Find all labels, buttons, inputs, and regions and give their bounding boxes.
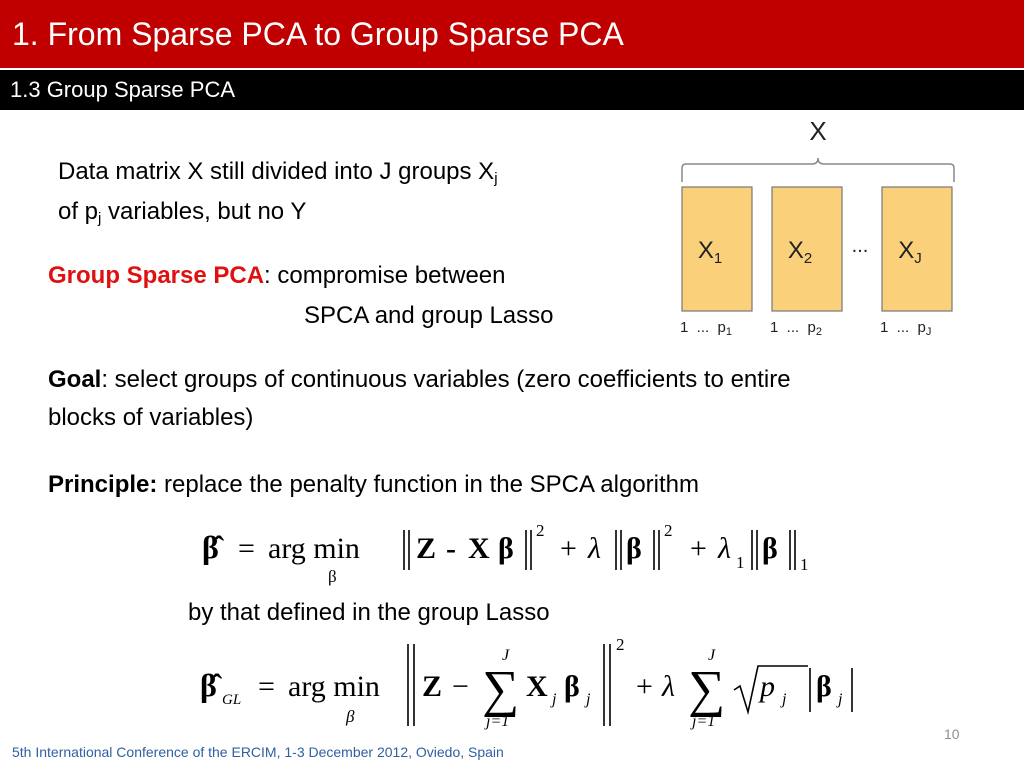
beta-hat-gl: β̂	[200, 667, 217, 703]
subtitle-bar	[0, 70, 1024, 110]
sum-upper: J	[502, 647, 510, 664]
data-matrix-line-1	[58, 154, 498, 190]
by-that-line: by that defined in the group Lasso	[188, 599, 550, 626]
blocks-ellipsis: ...	[851, 235, 869, 257]
lambda-symbol: λ	[588, 532, 601, 565]
z-matrix-gl: Z	[422, 670, 443, 703]
sum-lower-2: j=1	[692, 713, 716, 730]
equals-sign-gl: =	[258, 670, 275, 703]
principle-line	[48, 467, 699, 503]
sum-lower: j=1	[486, 713, 510, 730]
argmin-gl: arg min	[288, 670, 380, 703]
matrix-label: X	[809, 116, 827, 146]
p-symbol: p	[760, 670, 775, 703]
goal-term: Goal	[48, 366, 102, 393]
beta-subscript-j: j	[586, 691, 591, 708]
beta-gl: β	[564, 670, 580, 703]
plus-sign-gl: +	[636, 670, 653, 703]
argmin: arg min	[268, 532, 360, 565]
square-exponent: 2	[536, 521, 545, 540]
data-matrix-line-2	[58, 194, 306, 230]
sum-sign-1: ∑	[482, 661, 520, 718]
p-subscript-j: j	[782, 691, 787, 708]
data-matrix-text: Data matrix X still divided into J groups X	[58, 158, 495, 185]
group-lasso-formula	[196, 632, 876, 736]
lambda-gl: λ	[662, 670, 675, 703]
block-x2	[772, 187, 842, 311]
plus-sign-1: +	[560, 532, 577, 565]
variables-text-a: of p	[58, 198, 99, 225]
footer-text: 5th International Conference of the ERCIM, 1-3 December 2012, Oviedo, Spain	[12, 744, 504, 760]
beta-symbol: β	[498, 532, 514, 565]
gspca-line-2: SPCA and group Lasso	[304, 302, 554, 329]
block-2-label: $X_2$	[787, 237, 813, 267]
x-matrix-gl: X	[526, 670, 548, 703]
square-exponent-2: 2	[664, 521, 673, 540]
argmin-subscript: β	[328, 567, 337, 586]
block-1-label: $X_1$	[697, 237, 723, 267]
goal-desc-1: : select groups of continuous variables (zero coefficients to entire	[101, 366, 791, 393]
gspca-line-1	[48, 258, 506, 294]
block-1-index: 1 ... $p_1$	[680, 319, 732, 338]
block-xj	[882, 187, 952, 311]
equals-sign: =	[238, 532, 255, 565]
block-j-label: $X_J$	[898, 237, 922, 267]
goal-line-2: blocks of variables)	[48, 404, 254, 431]
slide-subtitle: 1.3 Group Sparse PCA	[10, 77, 236, 102]
beta-gl-2: β	[816, 670, 832, 703]
argmin-gl-subscript: β	[346, 707, 355, 726]
page-number: 10	[944, 726, 960, 742]
group-subscript: j	[494, 170, 498, 187]
beta-hat: β̂	[202, 529, 219, 565]
beta-symbol-2: β	[626, 532, 642, 565]
slide-title: 1. From Sparse PCA to Group Sparse PCA	[12, 16, 624, 52]
z-matrix: Z	[416, 532, 437, 565]
principle-term: Principle:	[48, 471, 158, 498]
block-x1	[682, 187, 752, 311]
goal-line-1	[48, 362, 791, 398]
block-j-index: 1 ... $p_J$	[880, 319, 932, 338]
gspca-desc-1: : compromise between	[264, 262, 506, 289]
beta-symbol-3: β	[762, 532, 778, 565]
spca-formula	[196, 516, 836, 592]
plus-sign-2: +	[690, 532, 707, 565]
gspca-term: Group Sparse PCA	[48, 262, 265, 289]
p-subscript: j	[98, 210, 102, 227]
group-matrix-diagram	[660, 112, 980, 342]
variables-text-b: variables, but no Y	[101, 198, 307, 225]
matrix-brace	[682, 158, 954, 182]
block-2-index: 1 ... $p_2$	[770, 319, 822, 338]
principle-desc: replace the penalty function in the SPCA algorithm	[157, 471, 700, 498]
gl-subscript: GL	[222, 692, 242, 708]
lambda1-symbol: λ	[718, 532, 731, 565]
sum-sign-2: ∑	[688, 661, 726, 718]
minus-sign: -	[446, 532, 456, 565]
title-bar	[0, 0, 1024, 68]
x-subscript-j: j	[552, 691, 557, 708]
x-matrix: X	[468, 532, 490, 565]
sum-upper-2: J	[708, 647, 716, 664]
minus-sign-gl: −	[452, 670, 469, 703]
l1-norm-subscript: 1	[800, 555, 809, 574]
beta-subscript-j-2: j	[838, 691, 843, 708]
lambda1-subscript: 1	[736, 553, 745, 572]
square-exponent-gl: 2	[616, 635, 625, 654]
